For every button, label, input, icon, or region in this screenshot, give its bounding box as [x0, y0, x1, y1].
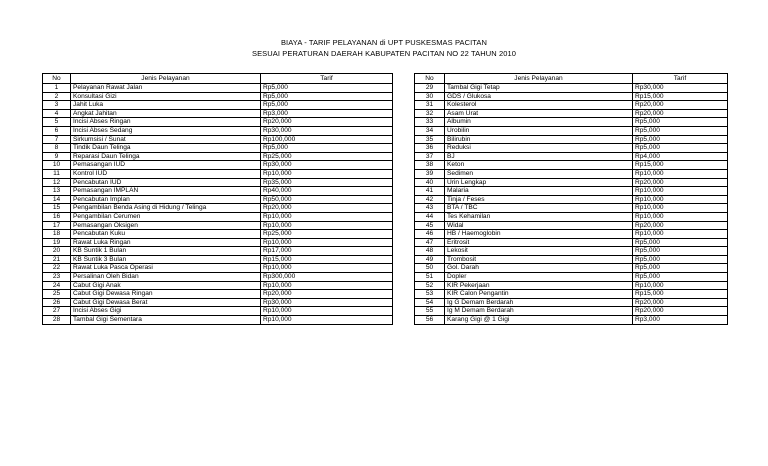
table-row: [415, 273, 728, 282]
service-tariff: Rp10,000: [261, 221, 393, 230]
row-number: 21: [43, 255, 71, 264]
service-name: Kolesterol: [445, 101, 633, 110]
service-name: Gol. Darah: [445, 264, 633, 273]
row-number: 30: [415, 92, 445, 101]
table-row: [43, 126, 393, 135]
row-number: 56: [415, 316, 445, 325]
header-jenis-pelayanan: Jenis Pelayanan: [445, 74, 633, 84]
service-name: Incisi Abses Gigi: [71, 307, 261, 316]
tariff-table-left: [42, 73, 393, 325]
table-row: [43, 247, 393, 256]
table-row: [415, 152, 728, 161]
service-name: Widal: [445, 221, 633, 230]
table-row: [415, 307, 728, 316]
header-no: No: [43, 74, 71, 84]
row-number: 23: [43, 273, 71, 282]
service-name: Tinja / Feses: [445, 195, 633, 204]
table-row: [43, 178, 393, 187]
row-number: 29: [415, 84, 445, 93]
service-tariff: Rp30,000: [261, 298, 393, 307]
document-subtitle: SESUAI PERATURAN DAERAH KABUPATEN PACITAN NO 22 TAHUN 2010: [251, 49, 517, 58]
row-number: 52: [415, 281, 445, 290]
service-tariff: Rp10,000: [261, 169, 393, 178]
service-tariff: Rp3,000: [633, 316, 728, 325]
service-tariff: Rp5,000: [633, 144, 728, 153]
service-tariff: Rp5,000: [261, 84, 393, 93]
table-row: [43, 92, 393, 101]
table-header-row: [43, 74, 393, 84]
row-number: 33: [415, 118, 445, 127]
table-row: [43, 161, 393, 170]
service-name: Tes Kehamilan: [445, 212, 633, 221]
table-row: [415, 212, 728, 221]
row-number: 54: [415, 298, 445, 307]
table-row: [415, 101, 728, 110]
tariff-table-right: [414, 73, 728, 325]
table-row: [43, 152, 393, 161]
service-name: KIR Calon Pengantin: [445, 290, 633, 299]
service-name: KIR Pekerjaan: [445, 281, 633, 290]
service-tariff: Rp10,000: [633, 281, 728, 290]
table-row: [43, 144, 393, 153]
row-number: 19: [43, 238, 71, 247]
table-row: [43, 238, 393, 247]
service-tariff: Rp15,000: [261, 255, 393, 264]
row-number: 47: [415, 238, 445, 247]
service-name: KB Suntik 3 Bulan: [71, 255, 261, 264]
service-name: Tambal Gigi Sementara: [71, 316, 261, 325]
row-number: 13: [43, 187, 71, 196]
row-number: 35: [415, 135, 445, 144]
service-tariff: Rp30,000: [261, 126, 393, 135]
table-row: [43, 264, 393, 273]
service-name: Jahit Luka: [71, 101, 261, 110]
service-tariff: Rp15,000: [633, 161, 728, 170]
row-number: 36: [415, 144, 445, 153]
service-tariff: Rp5,000: [633, 264, 728, 273]
row-number: 14: [43, 195, 71, 204]
service-tariff: Rp30,000: [633, 84, 728, 93]
table-row: [43, 281, 393, 290]
table-row: [415, 92, 728, 101]
row-number: 16: [43, 212, 71, 221]
table-row: [415, 204, 728, 213]
table-row: [415, 187, 728, 196]
service-tariff: Rp10,000: [633, 195, 728, 204]
service-name: Pengambilan Benda Asing di Hidung / Telinga: [71, 204, 261, 213]
row-number: 3: [43, 101, 71, 110]
service-tariff: Rp5,000: [261, 144, 393, 153]
service-tariff: Rp10,000: [261, 264, 393, 273]
table-row: [43, 212, 393, 221]
table-row: [43, 101, 393, 110]
row-number: 45: [415, 221, 445, 230]
service-name: Karang Gigi @ 1 Gigi: [445, 316, 633, 325]
row-number: 34: [415, 126, 445, 135]
service-tariff: Rp5,000: [633, 255, 728, 264]
service-tariff: Rp10,000: [633, 212, 728, 221]
table-row: [43, 230, 393, 239]
service-name: Sedimen: [445, 169, 633, 178]
row-number: 11: [43, 169, 71, 178]
table-row: [415, 298, 728, 307]
service-tariff: Rp20,000: [261, 290, 393, 299]
table-row: [415, 230, 728, 239]
row-number: 9: [43, 152, 71, 161]
row-number: 22: [43, 264, 71, 273]
row-number: 28: [43, 316, 71, 325]
row-number: 44: [415, 212, 445, 221]
service-name: Pemasangan IUD: [71, 161, 261, 170]
service-name: Asam Urat: [445, 109, 633, 118]
service-tariff: Rp300,000: [261, 273, 393, 282]
service-name: Tindik Daun Telinga: [71, 144, 261, 153]
table-row: [43, 204, 393, 213]
row-number: 53: [415, 290, 445, 299]
row-number: 51: [415, 273, 445, 282]
service-tariff: Rp25,000: [261, 230, 393, 239]
table-row: [415, 195, 728, 204]
service-name: HB / Haemoglobin: [445, 230, 633, 239]
service-name: Pemasangan IMPLAN: [71, 187, 261, 196]
service-name: Reparasi Daun Telinga: [71, 152, 261, 161]
table-row: [415, 255, 728, 264]
service-tariff: Rp5,000: [633, 247, 728, 256]
service-name: Cabut Gigi Anak: [71, 281, 261, 290]
service-tariff: Rp20,000: [633, 298, 728, 307]
header-jenis-pelayanan: Jenis Pelayanan: [71, 74, 261, 84]
table-row: [43, 118, 393, 127]
row-number: 1: [43, 84, 71, 93]
row-number: 39: [415, 169, 445, 178]
service-name: Pemasangan Oksigen: [71, 221, 261, 230]
service-name: Dopler: [445, 273, 633, 282]
row-number: 18: [43, 230, 71, 239]
table-row: [43, 298, 393, 307]
service-tariff: Rp5,000: [261, 101, 393, 110]
service-tariff: Rp30,000: [261, 161, 393, 170]
service-tariff: Rp10,000: [261, 238, 393, 247]
row-number: 41: [415, 187, 445, 196]
service-name: Sirkumsisi / Sunat: [71, 135, 261, 144]
service-tariff: Rp5,000: [633, 273, 728, 282]
service-tariff: Rp10,000: [261, 212, 393, 221]
row-number: 27: [43, 307, 71, 316]
table-row: [415, 144, 728, 153]
table-row: [415, 169, 728, 178]
table-row: [415, 247, 728, 256]
row-number: 25: [43, 290, 71, 299]
service-name: Angkat Jahitan: [71, 109, 261, 118]
table-row: [43, 135, 393, 144]
service-name: Urobilin: [445, 126, 633, 135]
service-tariff: Rp17,000: [261, 247, 393, 256]
service-name: Konsultasi Gizi: [71, 92, 261, 101]
row-number: 43: [415, 204, 445, 213]
table-row: [415, 84, 728, 93]
row-number: 24: [43, 281, 71, 290]
service-name: Bilirubin: [445, 135, 633, 144]
table-header-row: [415, 74, 728, 84]
service-tariff: Rp15,000: [633, 92, 728, 101]
table-row: [43, 187, 393, 196]
row-number: 46: [415, 230, 445, 239]
service-tariff: Rp35,000: [261, 178, 393, 187]
table-row: [415, 238, 728, 247]
service-name: Urin Lengkap: [445, 178, 633, 187]
service-name: Ig G Demam Berdarah: [445, 298, 633, 307]
row-number: 17: [43, 221, 71, 230]
row-number: 42: [415, 195, 445, 204]
service-tariff: Rp10,000: [261, 307, 393, 316]
service-tariff: Rp40,000: [261, 187, 393, 196]
service-name: Pengambilan Cerumen: [71, 212, 261, 221]
service-tariff: Rp15,000: [633, 290, 728, 299]
table-row: [415, 178, 728, 187]
row-number: 55: [415, 307, 445, 316]
table-row: [43, 290, 393, 299]
row-number: 12: [43, 178, 71, 187]
service-name: Cabut Gigi Dewasa Berat: [71, 298, 261, 307]
row-number: 15: [43, 204, 71, 213]
service-tariff: Rp5,000: [261, 92, 393, 101]
row-number: 31: [415, 101, 445, 110]
table-row: [43, 273, 393, 282]
service-tariff: Rp5,000: [633, 238, 728, 247]
table-row: [415, 290, 728, 299]
row-number: 38: [415, 161, 445, 170]
table-row: [415, 316, 728, 325]
service-name: BJ: [445, 152, 633, 161]
service-name: Trombosit: [445, 255, 633, 264]
service-tariff: Rp10,000: [633, 204, 728, 213]
document-title: BIAYA - TARIF PELAYANAN di UPT PUSKESMAS PACITAN: [280, 38, 488, 47]
table-row: [415, 118, 728, 127]
service-tariff: Rp20,000: [633, 101, 728, 110]
row-number: 6: [43, 126, 71, 135]
table-row: [43, 255, 393, 264]
service-name: Tambal Gigi Tetap: [445, 84, 633, 93]
row-number: 49: [415, 255, 445, 264]
row-number: 8: [43, 144, 71, 153]
table-row: [43, 109, 393, 118]
service-tariff: Rp10,000: [633, 230, 728, 239]
service-name: KB Suntik 1 Bulan: [71, 247, 261, 256]
service-tariff: Rp20,000: [633, 221, 728, 230]
table-row: [415, 135, 728, 144]
table-row: [43, 221, 393, 230]
header-no: No: [415, 74, 445, 84]
service-name: Albumin: [445, 118, 633, 127]
table-row: [415, 264, 728, 273]
table-row: [43, 169, 393, 178]
table-row: [43, 307, 393, 316]
table-row: [415, 161, 728, 170]
service-tariff: Rp10,000: [633, 169, 728, 178]
table-row: [43, 195, 393, 204]
service-tariff: Rp20,000: [261, 204, 393, 213]
service-name: Eritrosit: [445, 238, 633, 247]
row-number: 50: [415, 264, 445, 273]
service-name: Cabut Gigi Dewasa Ringan: [71, 290, 261, 299]
service-tariff: Rp5,000: [633, 126, 728, 135]
service-name: Rawat Luka Pasca Operasi: [71, 264, 261, 273]
row-number: 4: [43, 109, 71, 118]
row-number: 10: [43, 161, 71, 170]
table-row: [415, 126, 728, 135]
service-name: Incisi Abses Sedang: [71, 126, 261, 135]
service-name: Rawat Luka Ringan: [71, 238, 261, 247]
service-name: Lekosit: [445, 247, 633, 256]
service-name: Persalinan Oleh Bidan: [71, 273, 261, 282]
row-number: 48: [415, 247, 445, 256]
header-tarif: Tarif: [633, 74, 728, 84]
row-number: 26: [43, 298, 71, 307]
service-name: GDS / Glukosa: [445, 92, 633, 101]
service-name: Kontrol IUD: [71, 169, 261, 178]
service-name: Incisi Abses Ringan: [71, 118, 261, 127]
service-name: Pencabutan Implan: [71, 195, 261, 204]
service-tariff: Rp5,000: [633, 118, 728, 127]
service-tariff: Rp4,000: [633, 152, 728, 161]
service-tariff: Rp3,000: [261, 109, 393, 118]
service-tariff: Rp10,000: [633, 187, 728, 196]
service-name: Malaria: [445, 187, 633, 196]
table-row: [415, 109, 728, 118]
service-tariff: Rp10,000: [261, 281, 393, 290]
service-tariff: Rp20,000: [633, 109, 728, 118]
service-name: Keton: [445, 161, 633, 170]
service-name: Reduksi: [445, 144, 633, 153]
row-number: 20: [43, 247, 71, 256]
service-tariff: Rp20,000: [633, 178, 728, 187]
service-name: Pencabutan IUD: [71, 178, 261, 187]
header-tarif: Tarif: [261, 74, 393, 84]
table-row: [415, 221, 728, 230]
row-number: 37: [415, 152, 445, 161]
service-tariff: Rp20,000: [633, 307, 728, 316]
row-number: 32: [415, 109, 445, 118]
service-name: BTA / TBC: [445, 204, 633, 213]
service-name: Ig M Demam Berdarah: [445, 307, 633, 316]
table-row: [43, 316, 393, 325]
service-tariff: Rp10,000: [261, 316, 393, 325]
service-tariff: Rp100,000: [261, 135, 393, 144]
service-name: Pencabutan Kuku: [71, 230, 261, 239]
service-tariff: Rp50,000: [261, 195, 393, 204]
row-number: 40: [415, 178, 445, 187]
row-number: 7: [43, 135, 71, 144]
service-tariff: Rp5,000: [633, 135, 728, 144]
row-number: 5: [43, 118, 71, 127]
table-row: [43, 84, 393, 93]
service-name: Pelayanan Rawat Jalan: [71, 84, 261, 93]
row-number: 2: [43, 92, 71, 101]
service-tariff: Rp20,000: [261, 118, 393, 127]
service-tariff: Rp25,000: [261, 152, 393, 161]
table-row: [415, 281, 728, 290]
